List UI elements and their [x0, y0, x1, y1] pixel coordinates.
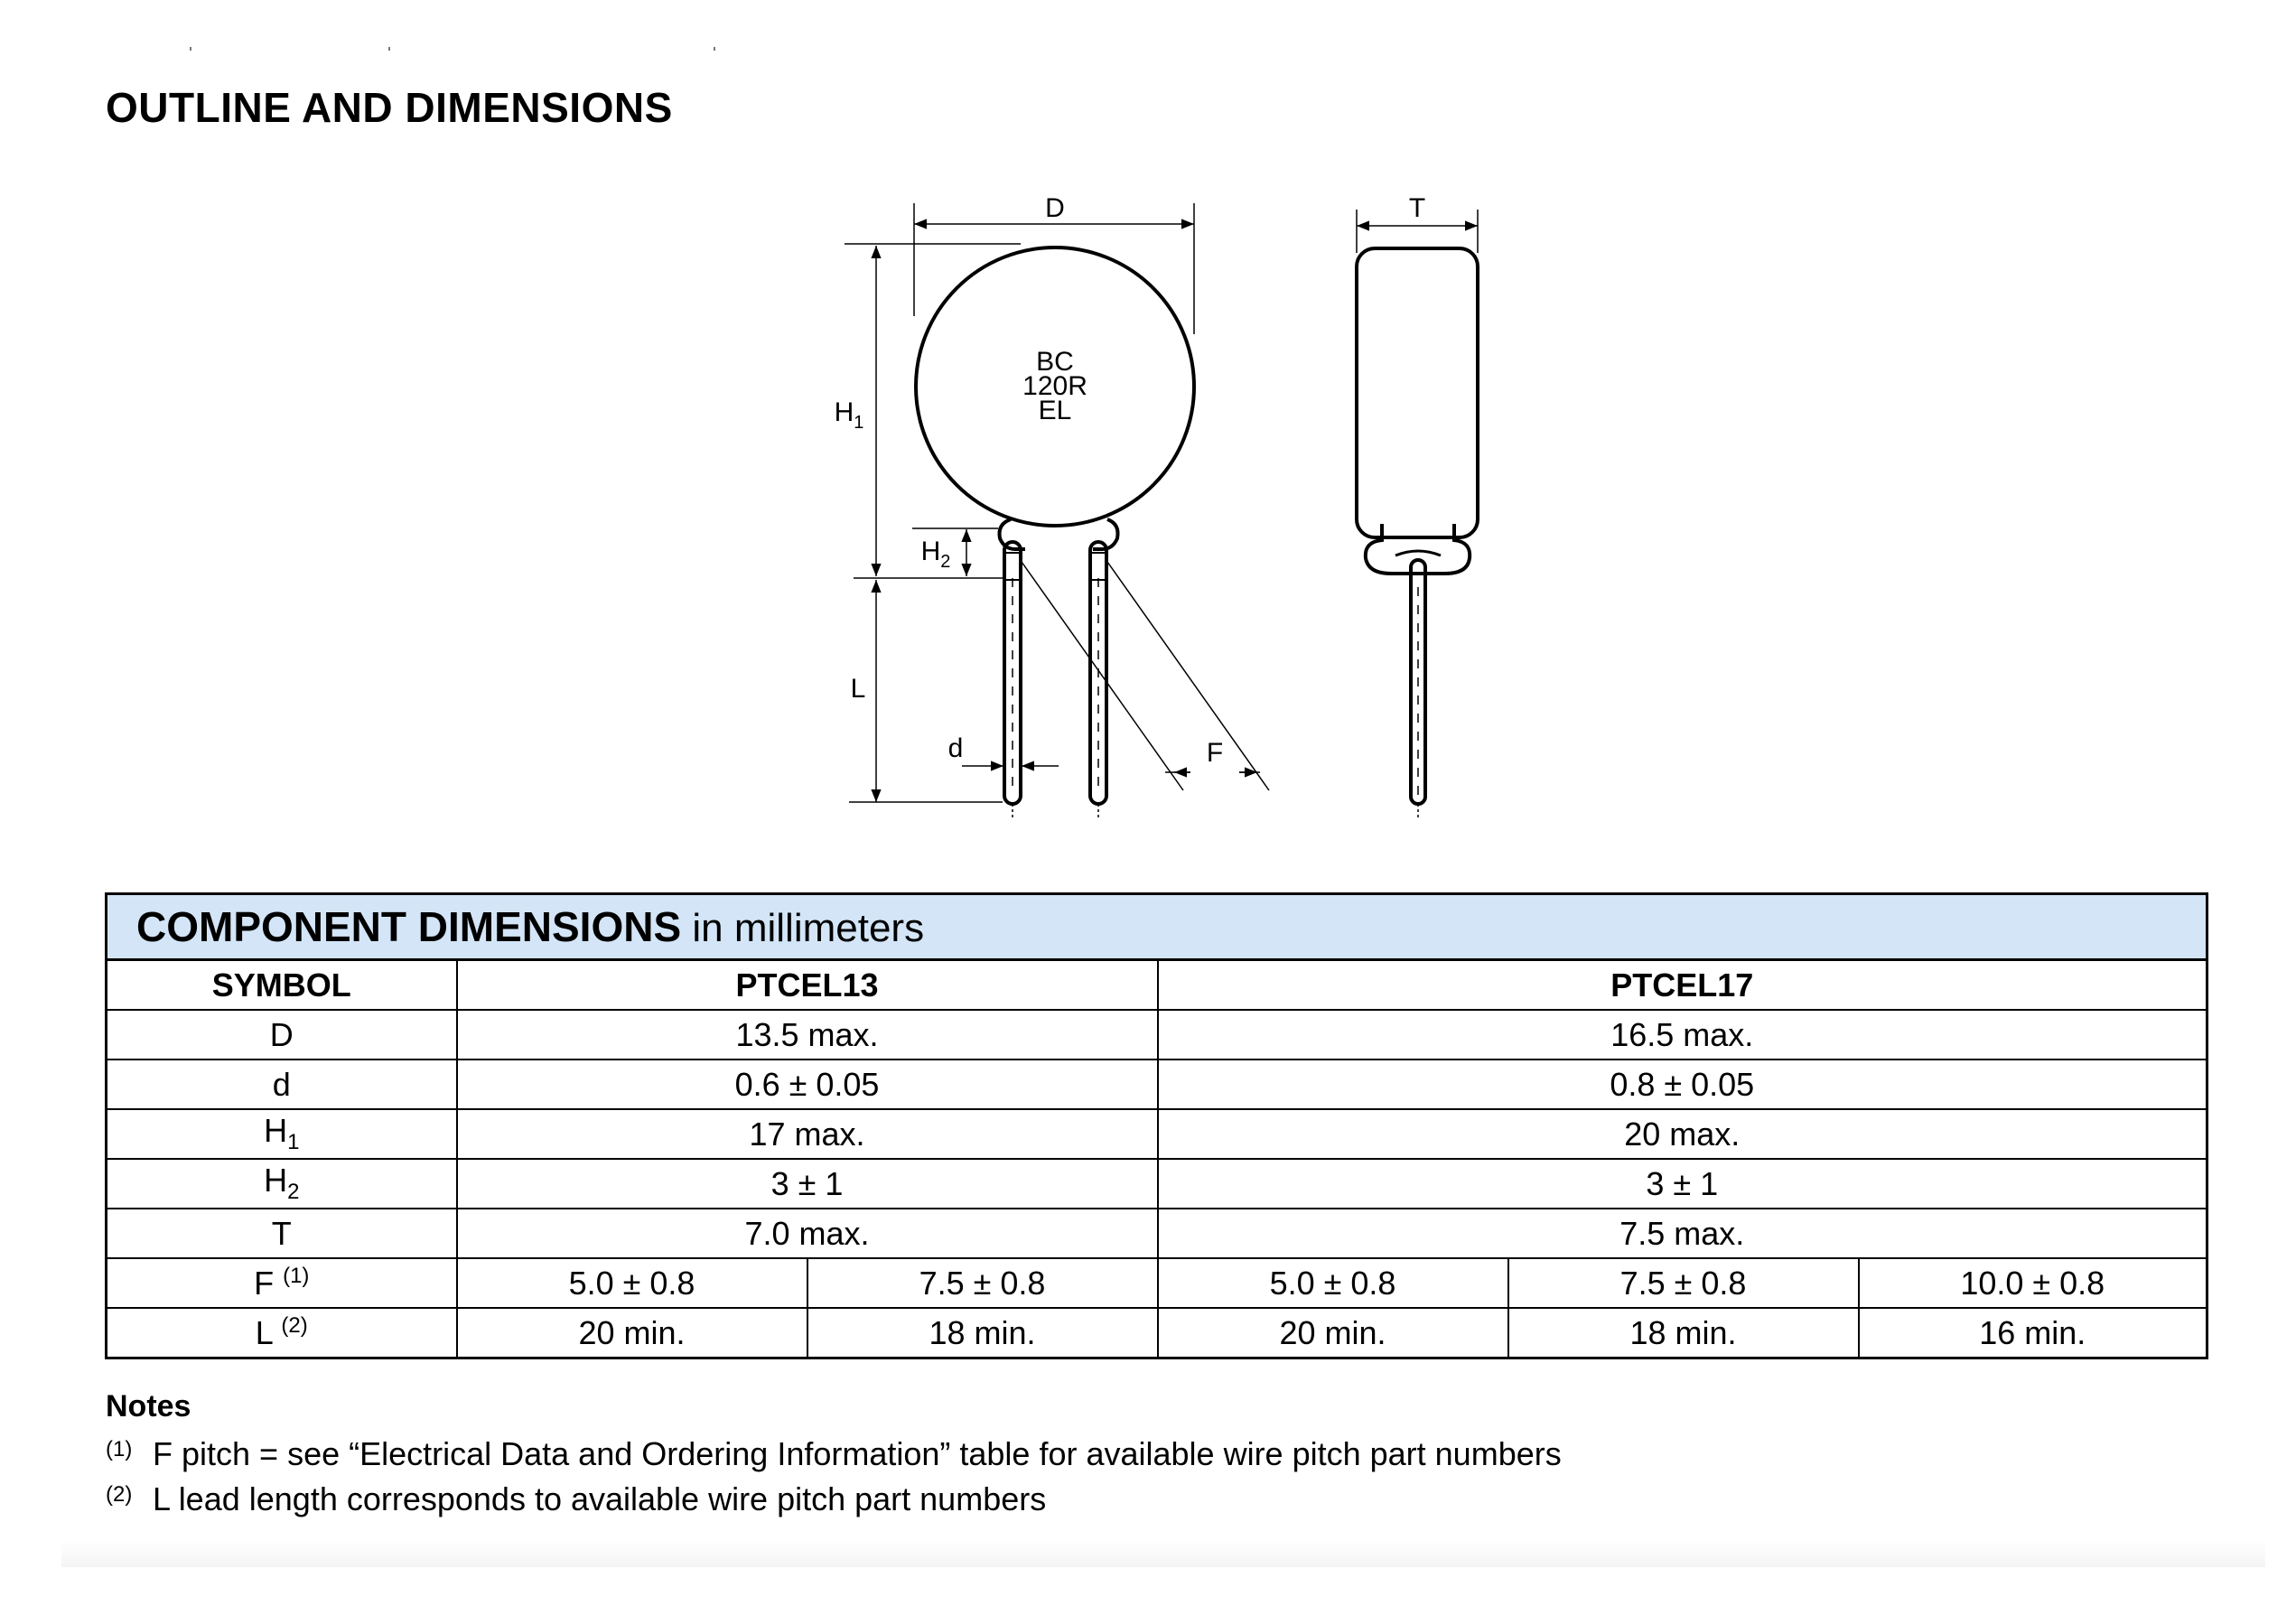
- value-cell: 7.0 max.: [457, 1209, 1158, 1258]
- dimension-lines: [845, 203, 1478, 802]
- note-text: L lead length corresponds to available wire pitch part numbers: [153, 1480, 1047, 1517]
- value-cell: 13.5 max.: [457, 1010, 1158, 1060]
- note-marker: (2): [106, 1482, 133, 1507]
- label-D: D: [1045, 193, 1065, 223]
- table-header-row: [107, 960, 2207, 1011]
- component-dimensions-table: [105, 892, 2206, 1359]
- value-cell: 7.5 ± 0.8: [1508, 1258, 1859, 1308]
- table-caption: [107, 894, 2207, 960]
- symbol-cell: T: [107, 1209, 457, 1258]
- table-caption-units: in millimeters: [681, 906, 925, 950]
- table-row: [107, 1308, 2207, 1358]
- value-cell: 0.8 ± 0.05: [1158, 1060, 2207, 1109]
- value-cell: 0.6 ± 0.05: [457, 1060, 1158, 1109]
- label-T: T: [1408, 193, 1426, 223]
- symbol-cell: D: [107, 1010, 457, 1060]
- label-H2: $H_2$: [920, 537, 951, 572]
- page-bottom-band: [61, 1540, 2265, 1567]
- note-text: F pitch = see “Electrical Data and Ordering Information” table for available wire pitch part numbers: [153, 1435, 1562, 1472]
- notes-title: Notes: [106, 1389, 191, 1424]
- value-cell: 7.5 ± 0.8: [807, 1258, 1158, 1308]
- disc-marking-line-1: BC: [1036, 347, 1074, 377]
- notes-section: [106, 1389, 1562, 1526]
- value-cell: 17 max.: [457, 1109, 1158, 1159]
- symbol-cell: L $^{(2)}$: [107, 1308, 457, 1358]
- header-symbol: SYMBOL: [107, 960, 457, 1011]
- label-d: d: [947, 733, 964, 763]
- value-cell: 18 min.: [807, 1308, 1158, 1358]
- note-marker: (1): [106, 1437, 133, 1461]
- value-cell: 10.0 ± 0.8: [1859, 1258, 2207, 1308]
- symbol-cell: $H_2$: [107, 1159, 457, 1209]
- side-view: [1357, 248, 1478, 817]
- value-cell: 20 min.: [1158, 1308, 1508, 1358]
- drawing-labels: [835, 193, 1426, 768]
- lead-neck-left: [1000, 519, 1026, 549]
- symbol-cell: F $^{(1)}$: [107, 1258, 457, 1308]
- value-cell: 16 min.: [1859, 1308, 2207, 1358]
- table-row: [107, 1010, 2207, 1060]
- label-L: L: [850, 674, 866, 704]
- value-cell: 5.0 ± 0.8: [457, 1258, 807, 1308]
- symbol-cell: $H_1$: [107, 1109, 457, 1159]
- value-cell: 20 max.: [1158, 1109, 2207, 1159]
- value-cell: 20 min.: [457, 1308, 807, 1358]
- header-ptcel17: PTCEL17: [1158, 960, 2207, 1011]
- front-view: [916, 247, 1194, 817]
- table-row: [107, 1258, 2207, 1308]
- side-neck: [1366, 524, 1470, 574]
- disc-marking-line-2: 120R: [1022, 371, 1087, 401]
- note-item: [106, 1480, 1562, 1518]
- value-cell: 5.0 ± 0.8: [1158, 1258, 1508, 1308]
- value-cell: 16.5 max.: [1158, 1010, 2207, 1060]
- value-cell: 3 ± 1: [457, 1159, 1158, 1209]
- disc-marking-line-3: EL: [1038, 396, 1072, 425]
- section-title: OUTLINE AND DIMENSIONS: [106, 84, 673, 131]
- value-cell: 3 ± 1: [1158, 1159, 2207, 1209]
- label-F: F: [1206, 738, 1224, 768]
- side-body: [1357, 248, 1478, 537]
- table-row: [107, 1209, 2207, 1258]
- table-row: [107, 1159, 2207, 1209]
- table-row: [107, 1109, 2207, 1159]
- value-cell: 18 min.: [1508, 1308, 1859, 1358]
- label-H1: $H_1$: [834, 397, 864, 433]
- note-item: [106, 1435, 1562, 1473]
- symbol-cell: d: [107, 1060, 457, 1109]
- table-row: [107, 1060, 2207, 1109]
- value-cell: 7.5 max.: [1158, 1209, 2207, 1258]
- table-caption-title: COMPONENT DIMENSIONS: [136, 903, 682, 950]
- header-ptcel13: PTCEL13: [457, 960, 1158, 1011]
